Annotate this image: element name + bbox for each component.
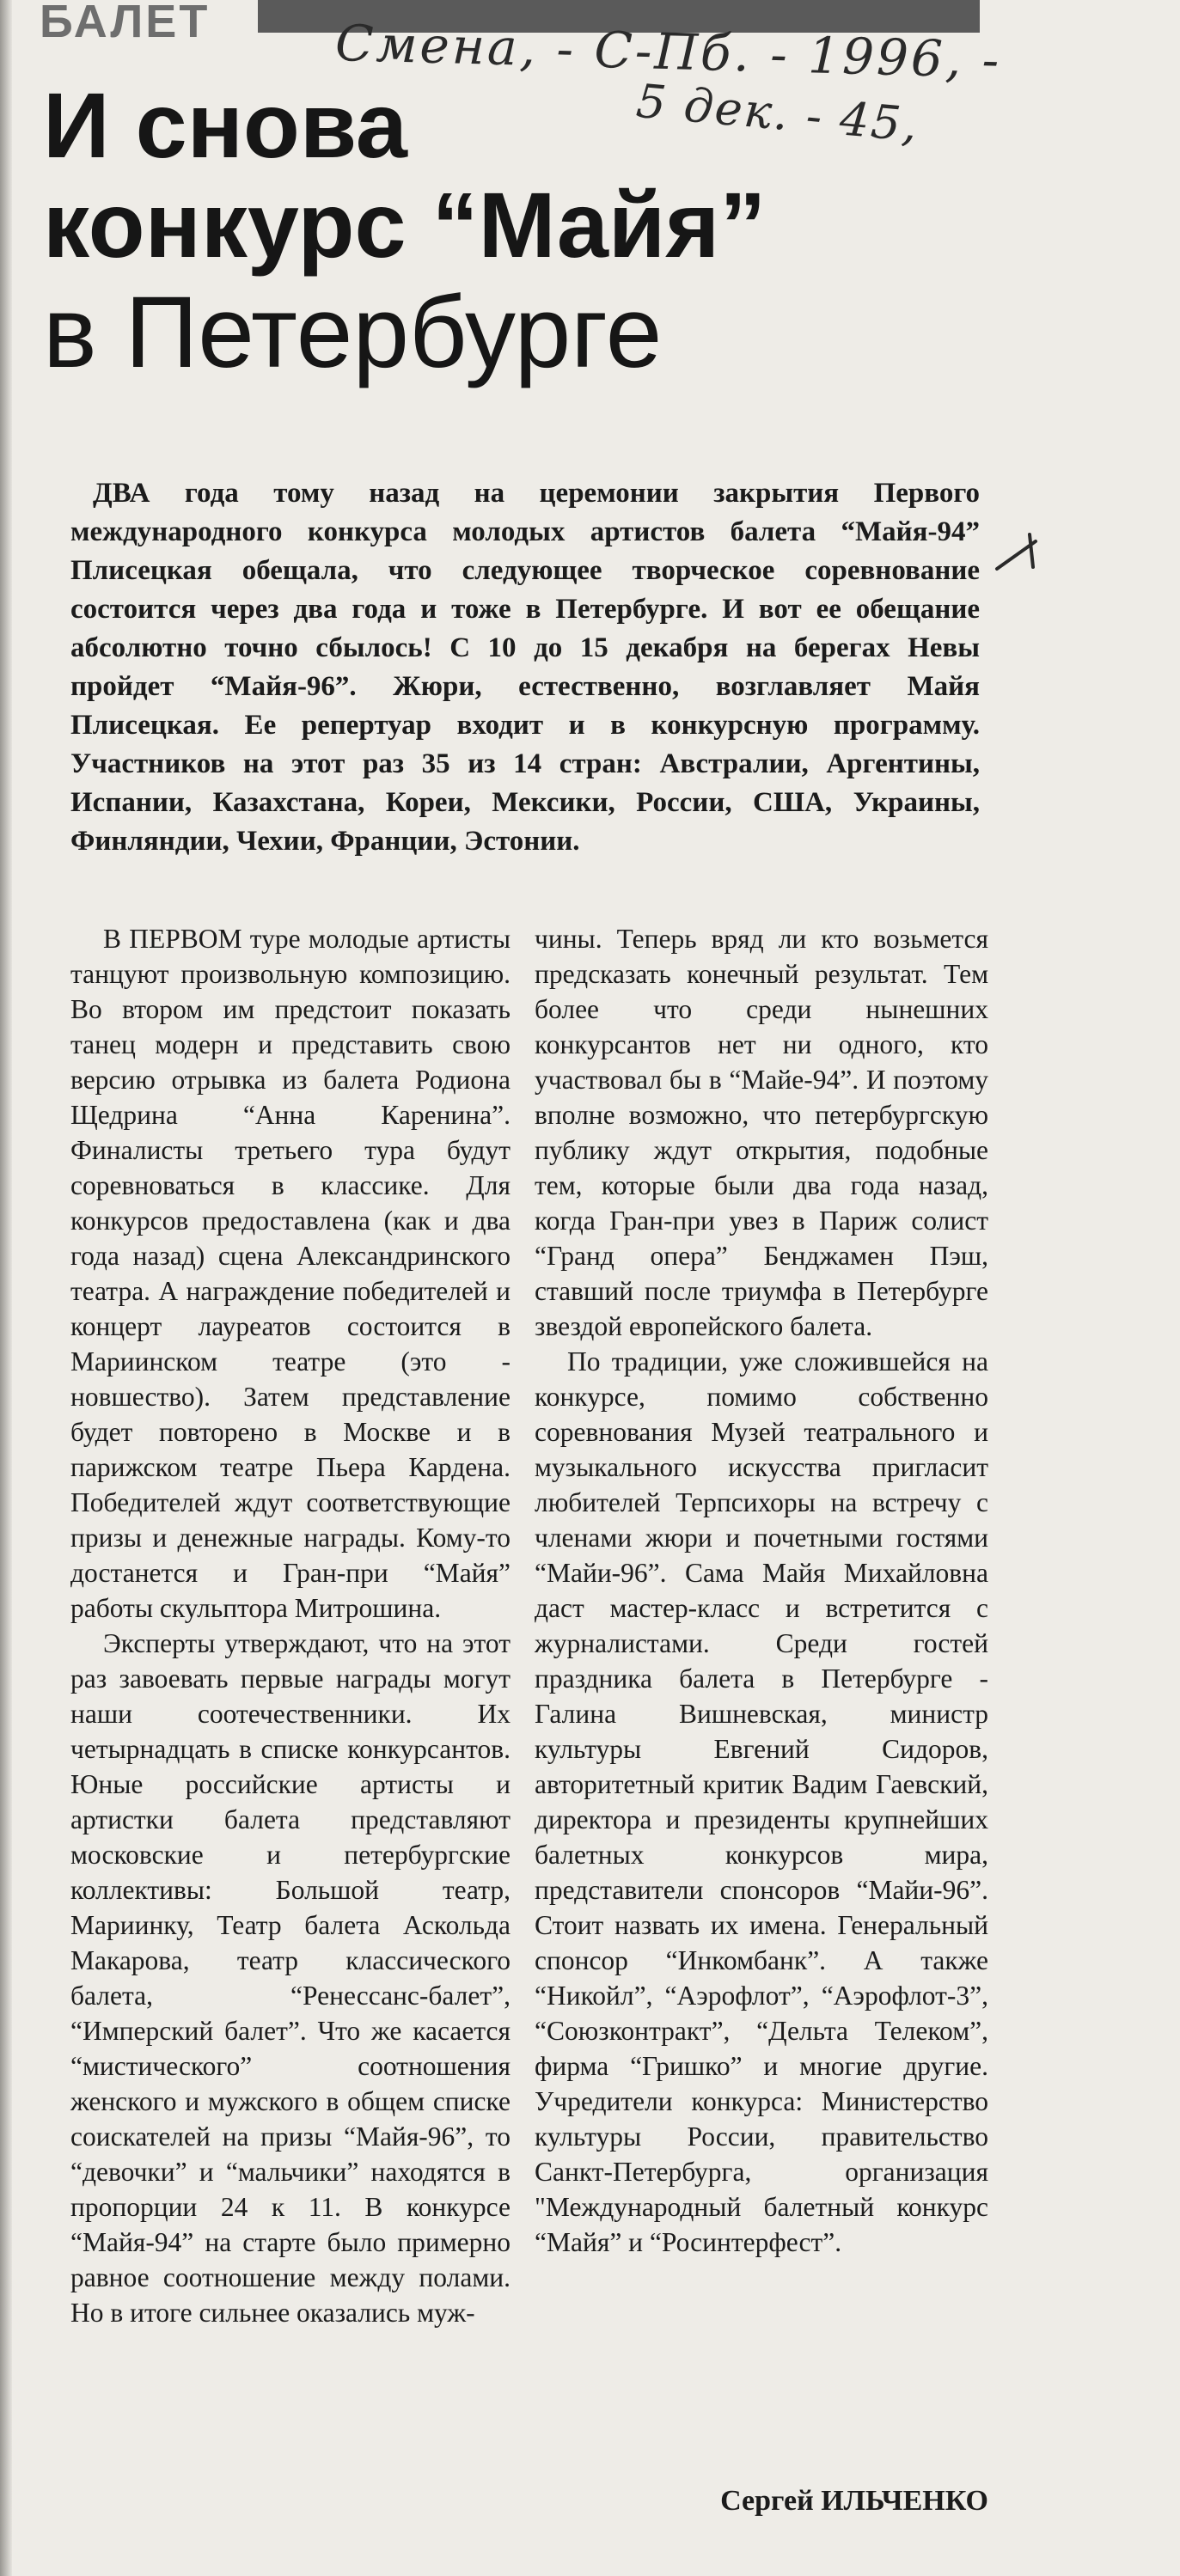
headline-line-3: в Петербурге [43,276,663,389]
column-2-paragraph-2: По традиции, уже сложившейся на конкурсе, помимо собственно соревнования Музей театрального и музыкального искусства пригласит любителей Терпсихоры на встречу с членами жюри и почетными гостями “Майи-96”. Сама Майя Михайловна даст мастер-класс и встретится с журналистами. Среди гостей праздника балета в Петербурге - Галина Вишневская, министр культуры Евгений Сидоров, авторитетный критик Вадим Гаевский, директора и президенты крупнейших балетных конкурсов мира, представители спонсоров “Майи-96”. Стоит назвать их имена. Генеральный спонсор “Инкомбанк”. А также “Никойл”, “Аэрофлот”, “Аэрофлот-3”, “Союзконтракт”, “Дельта Телеком”, фирма “Гришко” и многие другие. Учредители конкурса: Министерство культуры России, правительство Санкт-Петербурга, организация "Международный балетный конкурс “Майя” и “Росинтерфест”. [535,1346,988,2257]
headline-line-1: И снова [43,73,407,177]
column-1-paragraph-1: В ПЕРВОМ туре молодые артисты танцуют произвольную композицию. Во втором им предстоит показать танец модерн и представить свою версию отрывка из балета Родиона Щедрина “Анна Каренина”. Финалисты третьего тура будут соревноваться в классике. Для конкурсов предоставлена (как и два года назад) сцена Александринского театра. А награждение победителей и концерт лауреатов состоится в Мариинском театре (это - новшество). Затем представление будет повторено в Москве и в парижском театре Пьера Кардена. Победителей ждут соответствующие призы и денежные награды. Кому-то достанется и Гран-при “Майя” работы скульптора Митрошина. [70,924,511,1623]
handwritten-date-note: 5 дек. - 45, [633,73,921,153]
column-2-paragraph-1: чины. Теперь вряд ли кто возьмется предсказать конечный результат. Тем более что среди нынешних конкурсантов нет ни одного, кто участвовал бы в “Майе-94”. И поэтому вполне возможно, что петербургскую публику ждут открытия, подобные тем, которые были два года назад, когда Гран-при увез в Париж солист “Гранд опера” Бенджамен Пэш, ставший после триумфа в Петербурге звездой европейского балета. [535,924,988,1341]
pen-mark-icon [988,526,1049,577]
scan-edge-shadow [0,0,12,2576]
headline-line-2: конкурс “Майя” [43,173,767,277]
article-column-2 [535,921,988,2260]
rubric-label: БАЛЕТ [40,0,211,47]
article-column-1 [70,921,511,2330]
handwritten-source-note: Смена, - С-Пб. - 1996, - [334,13,1003,90]
article-lead: ДВА года тому назад на церемонии закрытия Первого международного конкурса молодых артистов балета “Майя-94” Плисецкая обещала, что следующее творческое соревнование состоится через два года и тоже в Петербурге. И вот ее обещание абсолютно точно сбылось! С 10 до 15 декабря на берегах Невы пройдет “Майя-96”. Жюри, естественно, возглавляет Майя Плисецкая. Ее репертуар входит и в конкурсную программу. Участников на этот раз 35 из 14 стран: Австралии, Аргентины, Испании, Казахстана, Кореи, Мексики, России, США, Украины, Финляндии, Чехии, Франции, Эстонии. [70,478,980,857]
column-1-paragraph-2: Эксперты утверждают, что на этот раз завоевать первые награды могут наши соотечественники. Их четырнадцать в списке конкурсантов. Юные российские артисты и артистки балета представляют московские и петербургские коллективы: Большой театр, Мариинку, Театр балета Аскольда Макарова, театр классического балета, “Ренессанс-балет”, “Имперский балет”. Что же касается “мистического” соотношения женского и мужского в общем списке соискателей на призы “Майя-96”, то “девочки” и “мальчики” находятся в пропорции 24 к 11. В конкурсе “Майя-94” на старте было примерно равное соотношение между полами. Но в итоге сильнее оказались муж- [70,1628,511,2328]
author-byline: Сергей ИЛЬЧЕНКО [720,2485,988,2517]
article-headline [43,73,767,389]
